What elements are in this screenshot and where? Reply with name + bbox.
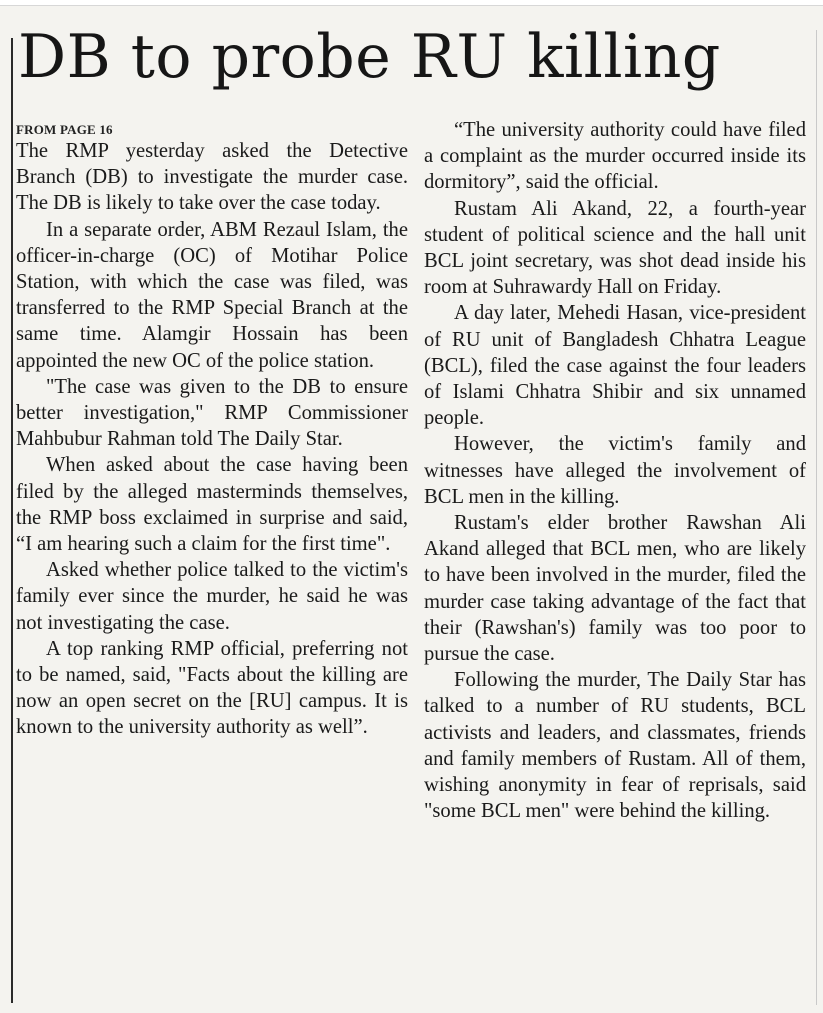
- paragraph: "The case was given to the DB to ensure better investigation," RMP Commissioner Mahbubur Rahman told The Daily Star.: [16, 375, 408, 451]
- paragraph: In a separate order, ABM Rezaul Islam, the officer-in-charge (OC) of Motihar Police Station, with which the case was filed, was transferred to the RMP Special Branch at the same time. Alamgir Hossain has been appointed the new OC of the police station.: [16, 218, 408, 372]
- paragraph: Following the murder, The Daily Star has talked to a number of RU students, BCL activists and leaders, and classmates, friends and family members of Rustam. All of them, wishing anonymity in fear of reprisals, said "some BCL men" were behind the killing.: [424, 669, 806, 823]
- headline: DB to probe RU killing: [18, 22, 721, 92]
- left-column: [16, 118, 408, 741]
- paragraph: Rustam Ali Akand, 22, a fourth-year student of political science and the hall unit BCL joint secretary, was shot dead inside his room at Suhrawardy Hall on Friday.: [424, 197, 806, 299]
- top-edge: [0, 0, 823, 6]
- paragraph: However, the victim's family and witnesses have alleged the involvement of BCL men in the killing.: [424, 433, 806, 508]
- paragraph: Rustam's elder brother Rawshan Ali Akand alleged that BCL men, who are likely to have been involved in the murder, filed the murder case taking advantage of the fact that their (Rawshan's) family was too poor to pursue the case.: [424, 512, 806, 666]
- paragraph: A top ranking RMP official, preferring not to be named, said, "Facts about the killing are now an open secret on the [RU] campus. It is known to the university authority as well”.: [16, 637, 408, 739]
- right-column: [424, 117, 806, 824]
- paragraph: The RMP yesterday asked the Detective Branch (DB) to investigate the murder case. The DB is likely to take over the case today.: [16, 140, 408, 215]
- paragraph: A day later, Mehedi Hasan, vice-president of RU unit of Bangladesh Chhatra League (BCL), filed the case against the four leaders of Islami Chhatra Shibir and six unnamed people.: [424, 302, 806, 430]
- paragraph: Asked whether police talked to the victim's family ever since the murder, he said he was not investigating the case.: [16, 559, 408, 634]
- right-edge-rule: [816, 30, 817, 1005]
- page-jump-kicker: FROM PAGE 16: [16, 122, 113, 137]
- paragraph: When asked about the case having been filed by the alleged masterminds themselves, the RMP boss exclaimed in surprise and said, “I am hearing such a claim for the first time".: [16, 454, 408, 556]
- paragraph: “The university authority could have filed a complaint as the murder occurred inside its dormitory”, said the official.: [424, 119, 806, 194]
- left-column-rule: [11, 38, 13, 1003]
